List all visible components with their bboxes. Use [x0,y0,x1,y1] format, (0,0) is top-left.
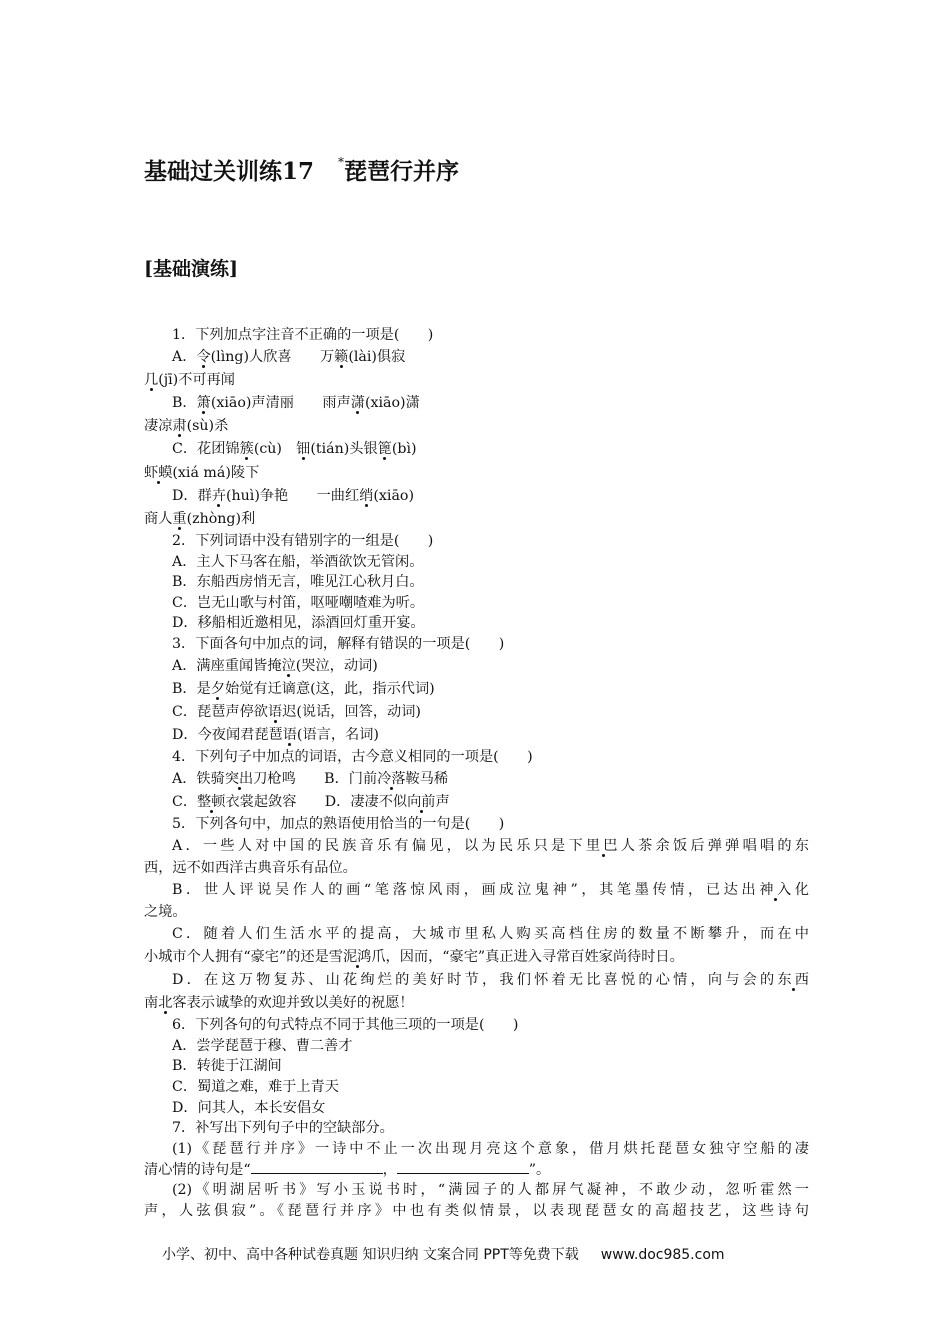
question-5-option-c: C．随着人们生活水平的提高，大城市里私人购买高档住房的数量不断攀升，而在中 [172,925,809,942]
question-7-part-2: (2)《明湖居听书》写小玉说书时，“满园子的人都屏气凝神，不敢少动，忽听霍然一 [172,1182,809,1199]
question-5-option-a: A．一些人对中国的民族音乐有偏见，以为民乐只是下里巴人茶余饭后弹弹唱唱的东 [172,837,809,854]
question-2-option-a: A．主人下马客在船，举酒欲饮无管闲。 [172,553,424,570]
question-5-option-c-cont: 小城市个人拥有“豪宅”的还是雪泥鸿爪，因而，“豪宅”真正进入寻常百姓家尚待时日。 [144,948,684,965]
question-6-option-b: B．转徙于江湖间 [172,1058,282,1075]
question-4-stem: 4．下列句子中加点的词语，古今意义相同的一项是( ) [172,749,533,766]
star-mark: * [338,155,345,169]
question-1-option-b-cont: 凄凉肃(sù)杀 [144,418,229,435]
question-5-option-d: D．在这万物复苏、山花绚烂的美好时节，我们怀着无比喜悦的心情，向与会的东西 [172,971,809,988]
question-5-option-b: B．世人评说吴作人的画“笔落惊风雨，画成泣鬼神”，其笔墨传情，已达出神入化 [172,881,809,898]
page-title: 基础过关训练17 *琵琶行并序 [144,155,460,185]
question-1-option-b: B．箫(xiāo)声清丽 雨声潇(xiāo)潇 [172,394,420,411]
question-2-option-b: B．东船西房悄无言，唯见江心秋月白。 [172,574,424,591]
question-5-stem: 5．下列各句中，加点的熟语使用恰当的一句是( ) [172,816,505,833]
answer-blank-1[interactable] [251,1159,383,1174]
question-3-option-c: C．琵琶声停欲语迟(说话，回答，动词) [172,704,421,721]
question-6-option-c: C．蜀道之难，难于上青天 [172,1079,339,1096]
question-4-options-ab: A．铁骑突出刀枪鸣 B．门前冷落鞍马稀 [172,771,449,787]
question-5-option-d-cont: 南北客表示诚挚的欢迎并致以美好的祝愿！ [144,995,414,1012]
question-2-option-c: C．岂无山歌与村笛，呕哑嘲喳难为听。 [172,594,425,611]
question-7-part-1: (1)《琵琶行并序》一诗中不止一次出现月亮这个意象，借月烘托琵琶女独守空船的凄 [172,1140,809,1157]
question-6-option-d: D．问其人，本长安倡女 [172,1099,326,1116]
question-6-option-a: A．尝学琵琶于穆、曹二善才 [172,1037,353,1054]
footer-text: 小学、初中、高中各种试卷真题 知识归纳 文案合同 PPT等免费下载 [162,1247,579,1263]
question-2-option-d: D．移船相近邀相见，添酒回灯重开宴。 [172,615,425,632]
question-1-option-d: D．群卉(huì)争艳 一曲红绡(xiāo) [172,487,414,504]
question-5-option-a-cont: 西，远不如西洋古典音乐有品位。 [144,860,357,877]
question-7-part-2-cont: 声，人弦俱寂”。《琵琶行并序》中也有类似情景，以表现琵琶女的高超技艺，这些诗句 [144,1202,809,1219]
footer [162,1244,725,1264]
footer-site-link[interactable]: www.doc985.com [600,1247,725,1263]
question-3-option-d: D．今夜闻君琵琶语(语言，名词) [172,727,379,744]
question-7-part-1-cont: 清心情的诗句是“ ， ”。 [144,1159,809,1180]
question-3-stem: 3．下面各句中加点的词，解释有错误的一项是( ) [172,636,505,653]
question-2-stem: 2．下列词语中没有错别字的一组是( ) [172,533,434,550]
question-1-option-a-cont: 几(jī)不可再闻 [144,371,235,388]
question-1-option-d-cont: 商人重(zhòng)利 [144,510,256,527]
question-6-stem: 6．下列各句的句式特点不同于其他三项的一项是( ) [172,1017,519,1034]
question-7-stem: 7．补写出下列句子中的空缺部分。 [172,1120,394,1137]
exercise-content [144,325,809,1221]
question-1-stem: 1．下列加点字注音不正确的一项是( ) [172,327,434,343]
question-5-option-b-cont: 之境。 [144,903,187,920]
question-3-option-b: B．是夕始觉有迁谪意(这，此，指示代词) [172,680,435,697]
answer-blank-2[interactable] [397,1159,529,1174]
question-1-option-c-cont: 虾蟆(xiá má)陵下 [144,464,260,481]
question-4-options-cd: C．整顿衣裳起敛容 D．凄凄不似向前声 [172,794,450,811]
question-1-option-a: A．令(lìng)人欣喜 万籁(lài)俱寂 [172,348,406,365]
section-heading: [基础演练] [144,258,238,280]
question-1-option-c: C．花团锦簇(cù) 钿(tián)头银篦(bì) [172,441,417,458]
question-3-option-a: A．满座重闻皆掩泣(哭泣，动词) [172,657,378,674]
